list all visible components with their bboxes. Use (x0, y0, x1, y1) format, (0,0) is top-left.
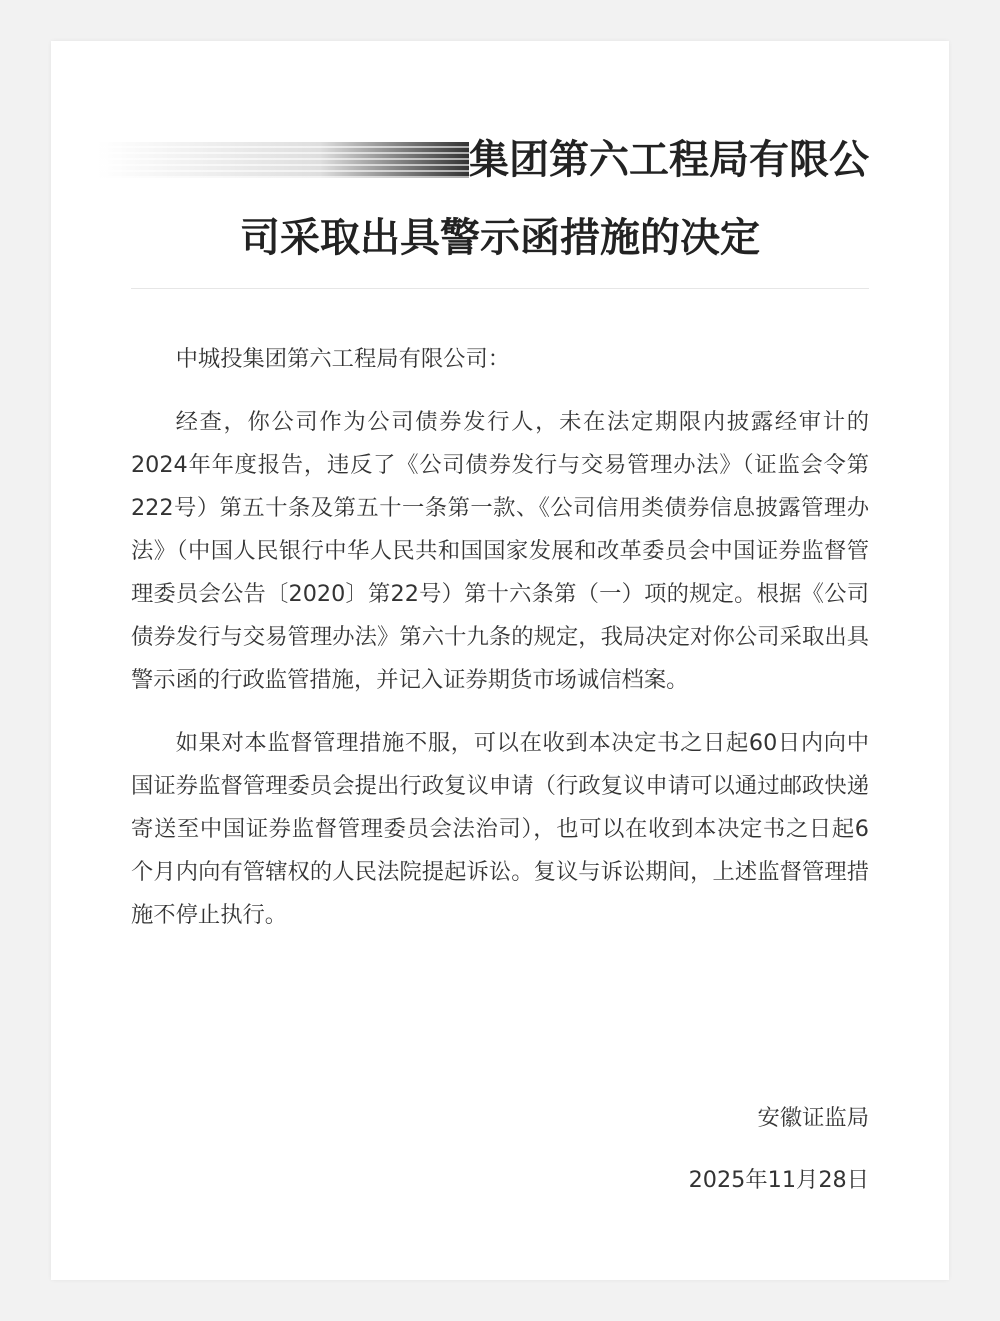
title-line-1 (97, 121, 869, 199)
salutation: 中城投集团第六工程局有限公司： (175, 346, 511, 372)
title-line-2: 司采取出具警示函措施的决定 (240, 215, 760, 261)
document-body (131, 338, 869, 957)
title-divider (131, 288, 869, 289)
issue-date: 2025年11月28日 (688, 1167, 869, 1193)
signature-block (689, 1087, 869, 1211)
document-title (131, 121, 869, 277)
issuer: 安徽证监局 (757, 1105, 869, 1131)
redaction-blur (97, 142, 469, 178)
title-line-1-text: 集团第六工程局有限公 (469, 137, 869, 183)
document-card (51, 41, 949, 1280)
paragraph-findings: 经查，你公司作为公司债券发行人，未在法定期限内披露经审计的2024年年度报告，违反了《公司债券发行与交易管理办法》（证监会令第222号）第五十条及第五十一条第一款、《公司信用类债券信息披露管理办法》（中国人民银行中华人民共和国国家发展和改革委员会中国证券监督管理委员会公告〔2020〕第22号）第十六条第（一）项的规定。根据《公司债券发行与交易管理办法》第六十九条的规定，我局决定对你公司采取出具警示函的行政监管措施，并记入证券期货市场诚信档案。 (131, 409, 869, 693)
paragraph-appeal: 如果对本监督管理措施不服，可以在收到本决定书之日起60日内向中国证券监督管理委员会提出行政复议申请（行政复议申请可以通过邮政快递寄送至中国证券监督管理委员会法治司），也可以在收到本决定书之日起6个月内向有管辖权的人民法院提起诉讼。复议与诉讼期间，上述监督管理措施不停止执行。 (131, 730, 869, 928)
